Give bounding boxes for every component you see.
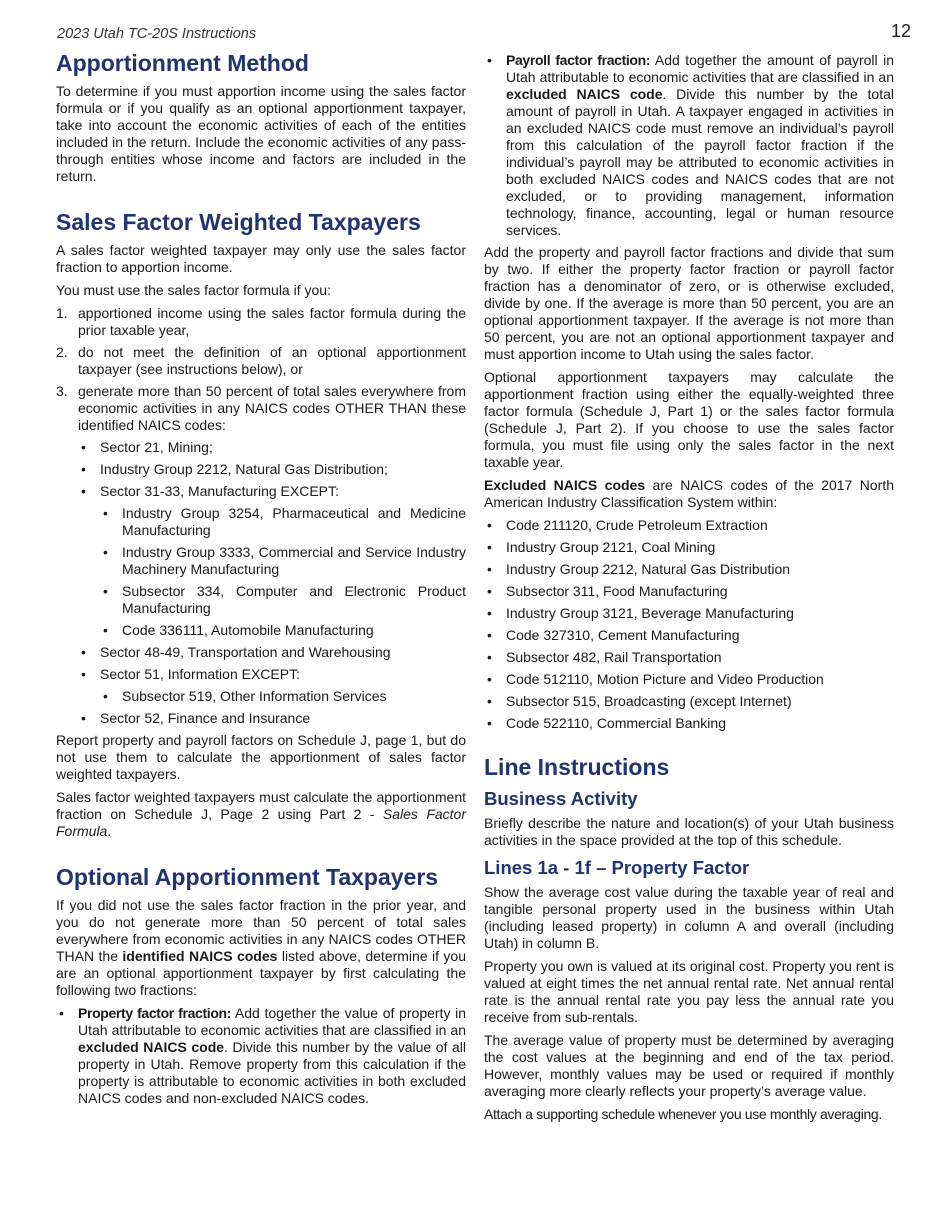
payroll-factor-text-end: . Divide this number by the total amount of payroll in Utah. A taxpayer engaged in activities in an excluded NAICS code must remove an individual’s payroll from this calculation of the payroll factor fraction if the individual’s payroll may be attributed to economic activities in both excluded NAICS codes and NAICS codes that are not excluded, or to providing management, information technology, finance, accounting, legal or human resource services. [506, 86, 894, 238]
excluded-naics-item: • Code 327310, Cement Manufacturing [484, 627, 894, 644]
manufacturing-exceptions [100, 505, 466, 639]
excluded-naics-intro-text: are NAICS codes of the 2017 North American Industry Classification System within: [484, 477, 895, 510]
excluded-naics-item: • Subsector 311, Food Manufacturing [484, 583, 894, 600]
excluded-naics-item: • Subsector 515, Broadcasting (except Internet) [484, 693, 894, 710]
payroll-factor-text: Add together the amount of payroll in Utah attributable to economic activities that are classified in an [506, 52, 894, 85]
property-factor-label: Property factor fraction: [78, 1005, 232, 1021]
excluded-naics-item: • Industry Group 2212, Natural Gas Distribution [484, 561, 894, 578]
property-factor-p4: Attach a supporting schedule whenever you use monthly averaging. [484, 1106, 882, 1122]
page-number: 12 [890, 21, 911, 41]
property-factor-text: Add together the value of property in Utah attributable to economic activities that are classified in an [78, 1005, 466, 1038]
condition-item [56, 305, 466, 339]
naics-item [78, 666, 466, 705]
condition-text: apportioned income using the sales factor formula during the prior taxable year, [78, 305, 466, 338]
naics-item: • Sector 21, Mining; [78, 439, 466, 456]
optional-p1-text: If you did not use the sales factor fraction in the prior year, and you do not generate more than 50 percent of total sales everywhere from economic activities in any NAICS codes OTHER THAN the [56, 897, 466, 964]
naics-item [78, 483, 466, 639]
p4-text: Sales factor weighted taxpayers must calculate the apportionment fraction on Schedule J, Page 2 using Part 2 - [56, 789, 466, 822]
right-column [484, 52, 894, 1129]
line-instructions-heading: Line Instructions [484, 754, 670, 780]
payroll-factor-bold: excluded NAICS code [506, 86, 663, 102]
document-title: 2023 Utah TC-20S Instructions [57, 26, 257, 42]
optional-p1-bold: identified NAICS codes [122, 948, 278, 964]
identified-naics-list [78, 439, 466, 727]
condition-item [56, 344, 466, 378]
fraction-list-left [56, 1005, 466, 1107]
payroll-factor-item [484, 52, 894, 239]
optional-p2: Add the property and payroll factor fractions and divide that sum by two. If either the property factor fraction or payroll factor fraction has a denominator of zero, or is otherwise excluded, divide by one. If the average is more than 50 percent, you are an optional apportionment taxpayer. If the average is not more than 50 percent, you are not an optional apportionment taxpayer and must apportion income to Utah using the sales factor. [484, 244, 894, 362]
sales-factor-conditions [56, 305, 466, 727]
naics-sub-item: • Subsector 519, Other Information Services [100, 688, 466, 705]
naics-sub-item: • Industry Group 3333, Commercial and Service Industry Machinery Manufacturing [100, 544, 466, 578]
excluded-naics-term: Excluded NAICS codes [484, 477, 646, 493]
naics-item: • Sector 48-49, Transportation and Warehousing [78, 644, 466, 661]
sales-factor-p4 [56, 789, 466, 840]
excluded-naics-item: • Code 512110, Motion Picture and Video Production [484, 671, 894, 688]
property-factor-text-end: . Divide this number by the value of all property in Utah. Remove property from this calculation if the property is attributable to economic activities in both excluded NAICS codes and non-excluded NAICS codes. [78, 1039, 466, 1106]
property-factor-item [56, 1005, 466, 1107]
condition-number: 3. [56, 383, 68, 399]
condition-number: 1. [56, 305, 68, 321]
apportionment-heading: Apportionment Method [56, 50, 309, 76]
naics-sub-item: • Subsector 334, Computer and Electronic Product Manufacturing [100, 583, 466, 617]
sales-factor-heading: Sales Factor Weighted Taxpayers [56, 209, 421, 235]
excluded-naics-item: • Subsector 482, Rail Transportation [484, 649, 894, 666]
information-exceptions [100, 688, 466, 705]
business-activity-body: Briefly describe the nature and location(s) of your Utah business activities in the space provided at the top of this schedule. [484, 815, 894, 848]
p4-emphasis: Sales Factor Formula [56, 806, 466, 839]
optional-p1-text-end: listed above, determine if you are an optional apportionment taxpayer by first calculating the following two fractions: [56, 948, 466, 998]
excluded-naics-item: • Industry Group 3121, Beverage Manufacturing [484, 605, 894, 622]
business-activity-heading: Business Activity [484, 788, 638, 809]
apportionment-body: To determine if you must apportion income using the sales factor formula or if you qualify as an optional apportionment taxpayer, take into account the economic activities of each of the entities included in the return. Include the economic activities of any pass-through entities whose income and factors are included in the return. [56, 83, 466, 184]
naics-sub-item: • Code 336111, Automobile Manufacturing [100, 622, 466, 639]
fraction-list-right [484, 52, 894, 239]
excluded-naics-item: • Industry Group 2121, Coal Mining [484, 539, 894, 556]
excluded-naics-item: • Code 211120, Crude Petroleum Extraction [484, 517, 894, 534]
condition-number: 2. [56, 344, 68, 360]
excluded-naics-intro [484, 477, 894, 511]
sales-factor-p3: Report property and payroll factors on Schedule J, page 1, but do not use them to calculate the apportionment of sales factor weighted taxpayers. [56, 732, 466, 782]
sales-factor-p1: A sales factor weighted taxpayer may only use the sales factor fraction to apportion income. [56, 242, 466, 275]
p4-end: . [107, 823, 112, 839]
optional-p1 [56, 897, 466, 999]
naics-sub-item: • Industry Group 3254, Pharmaceutical and Medicine Manufacturing [100, 505, 466, 539]
property-factor-heading: Lines 1a - 1f – Property Factor [484, 857, 750, 878]
property-factor-p3: The average value of property must be determined by averaging the cost values at the beginning and end of the tax period. However, monthly values may be used or required if monthly averaging more clearly reflects your property’s average value. [484, 1032, 894, 1099]
property-factor-p2: Property you own is valued at its original cost. Property you rent is valued at eight times the net annual rental rate. Net annual rental rate is the annual rental rate you pay less the annual rate you receive from sub-rentals. [484, 958, 894, 1025]
property-factor-bold: excluded NAICS code [78, 1039, 225, 1055]
excluded-naics-list [484, 517, 894, 732]
naics-item-text: Sector 51, Information EXCEPT: [100, 666, 300, 682]
condition-text: do not meet the definition of an optional apportionment taxpayer (see instructions below), or [78, 344, 466, 377]
property-factor-p1: Show the average cost value during the taxable year of real and tangible personal property used in the business within Utah (including leased property) in column A and overall (including Utah) in column B. [484, 884, 894, 951]
optional-heading: Optional Apportionment Taxpayers [56, 864, 439, 890]
condition-text: generate more than 50 percent of total sales everywhere from economic activities in any NAICS codes OTHER THAN these identified NAICS codes: [78, 383, 466, 433]
excluded-naics-item: • Code 522110, Commercial Banking [484, 715, 894, 732]
sales-factor-p2: You must use the sales factor formula if you: [56, 282, 331, 298]
optional-p3: Optional apportionment taxpayers may calculate the apportionment fraction using either the equally-weighted three factor formula (Schedule J, Part 1) or the sales factor formula (Schedule J, Part 2). If you choose to use the sales factor formula, you must file using only the sales factor in the next taxable year. [484, 369, 894, 470]
condition-item [56, 383, 466, 727]
payroll-factor-label: Payroll factor fraction: [506, 52, 651, 68]
naics-item: • Sector 52, Finance and Insurance [78, 710, 466, 727]
naics-item: • Industry Group 2212, Natural Gas Distribution; [78, 461, 466, 478]
left-column [56, 48, 466, 1112]
naics-item-text: Sector 31-33, Manufacturing EXCEPT: [100, 483, 339, 499]
